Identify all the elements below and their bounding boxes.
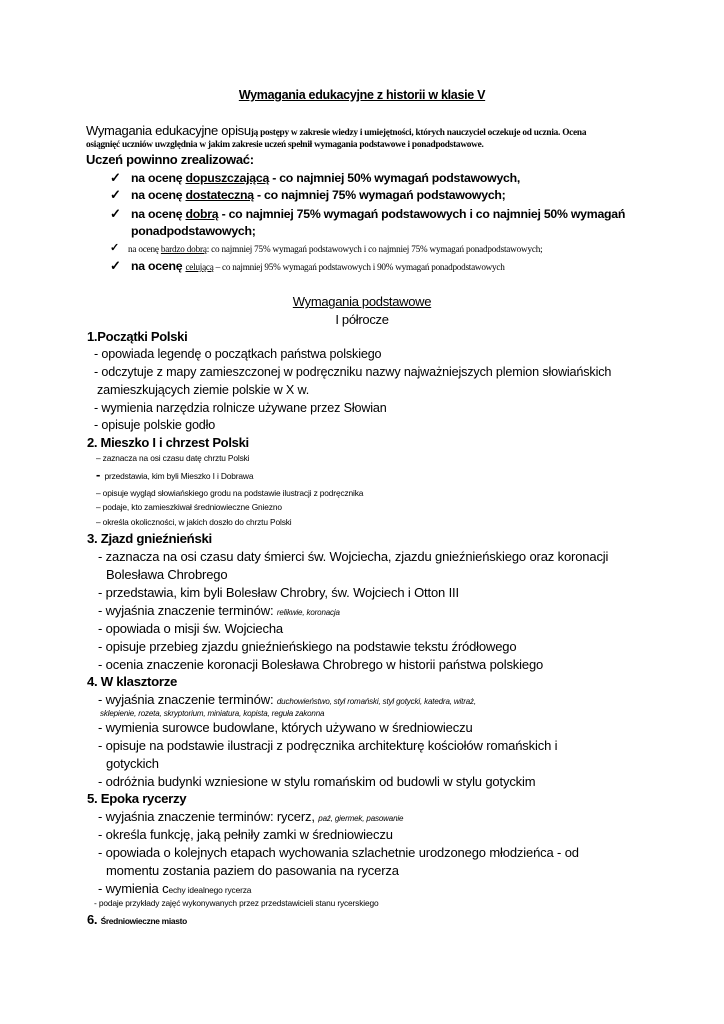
topic-3-item-cont: Bolesława Chrobrego bbox=[106, 567, 228, 582]
topic-4-item: - wymienia surowce budowlane, których używano w średniowieczu bbox=[98, 720, 473, 735]
topic-3-heading: 3. Zjazd gnieźnieński bbox=[87, 531, 212, 546]
intro-line-1 bbox=[86, 122, 586, 140]
document-title: Wymagania edukacyjne z historii w klasie V bbox=[238, 88, 486, 102]
intro-lead: Wymagania edukacyjne opisu bbox=[86, 123, 251, 138]
criterion-4-post: : co najmniej 75% wymagań podstawowych i co najmniej 75% wymagań ponadpodstawowych; bbox=[206, 244, 543, 254]
topic-2-item: – opisuje wygląd słowiańskiego grodu na podstawie ilustracji z podręcznika bbox=[96, 488, 364, 498]
checkmark-icon: ✓ bbox=[110, 258, 121, 273]
criterion-3-pre: na ocenę bbox=[131, 207, 186, 221]
checkmark-icon: ✓ bbox=[110, 187, 121, 202]
topic-4-item-cont: gotyckich bbox=[106, 756, 159, 771]
semester-title: I półrocze bbox=[335, 312, 389, 327]
topic-5-item: - podaje przykłady zajęć wykonywanych przez przedstawicieli stanu rycerskiego bbox=[94, 898, 379, 908]
topic-1-item: - odczytuje z mapy zamieszczonej w podręczniku nazwy najważniejszych plemion słowiańskich bbox=[94, 365, 612, 379]
criterion-5-text bbox=[131, 259, 505, 273]
topic-6-number: 6. bbox=[87, 912, 101, 927]
topic-5-item bbox=[98, 809, 403, 824]
topic-3-item: - opowiada o misji św. Wojciecha bbox=[98, 621, 283, 636]
topic-6-heading bbox=[87, 911, 187, 929]
criterion-3-post: - co najmniej 75% wymagań podstawowych i co najmniej 50% wymagań bbox=[218, 207, 626, 221]
topic-5-item-rest: echy idealnego rycerza bbox=[168, 885, 252, 895]
topic-3-item: - ocenia znaczenie koronacji Bolesława Chrobrego w historii państwa polskiego bbox=[98, 657, 544, 672]
topic-5-heading: 5. Epoka rycerzy bbox=[87, 791, 187, 806]
topic-4-terms: duchowieństwo, styl romański, styl gotycki, katedra, witraż, bbox=[276, 697, 476, 706]
topic-6-title: Średniowieczne miasto bbox=[100, 916, 187, 926]
topic-5-item-lead: - wyjaśnia znaczenie terminów: rycerz, bbox=[98, 809, 319, 824]
topic-5-item bbox=[98, 881, 251, 896]
topic-2-item-text: przedstawia, kim byli Mieszko I i Dobrawa bbox=[104, 471, 254, 481]
topic-5-item: - określa funkcję, jaką pełniły zamki w średniowieczu bbox=[98, 827, 393, 842]
topic-2-item bbox=[96, 466, 253, 484]
criterion-5-grade: celującą bbox=[185, 262, 214, 272]
criterion-4-text bbox=[128, 244, 542, 254]
topic-3-item bbox=[98, 603, 340, 618]
intro-uczen: Uczeń powinno zrealizować: bbox=[86, 152, 254, 167]
topic-2-item: – zaznacza na osi czasu datę chrztu Polski bbox=[96, 453, 250, 463]
topic-3-item: - zaznacza na osi czasu daty śmierci św. Wojciecha, zjazdu gnieźnieńskiego oraz koronacji bbox=[98, 549, 609, 564]
topic-4-item bbox=[98, 692, 476, 707]
topic-3-item: - opisuje przebieg zjazdu gnieźnieńskiego na podstawie tekstu źródłowego bbox=[98, 639, 517, 654]
criterion-1-pre: na ocenę bbox=[131, 171, 186, 185]
topic-1-item: - wymienia narzędzia rolnicze używane przez Słowian bbox=[94, 401, 387, 415]
topic-2-item: – określa okoliczności, w jakich doszło do chrztu Polski bbox=[96, 517, 292, 527]
checkmark-icon: ✓ bbox=[110, 242, 120, 254]
topic-3-item: - przedstawia, kim byli Bolesław Chrobry, św. Wojciech i Otton III bbox=[98, 585, 459, 600]
topic-5-item: - opowiada o kolejnych etapach wychowania szlachetnie urodzonego młodzieńca - od bbox=[98, 845, 579, 860]
criterion-2-grade: dostateczną bbox=[185, 188, 254, 202]
topic-4-heading: 4. W klasztorze bbox=[87, 674, 178, 689]
criterion-1-text bbox=[131, 171, 520, 185]
checkmark-icon: ✓ bbox=[110, 206, 121, 221]
topic-1-heading: 1.Początki Polski bbox=[87, 329, 188, 344]
topic-4-item: - odróżnia budynki wzniesione w stylu romańskim od budowli w stylu gotyckim bbox=[98, 774, 536, 789]
criterion-2-text bbox=[131, 188, 506, 202]
topic-4-terms-cont: sklepienie, rozeta, skryptorium, miniatura, kopista, reguła zakonna bbox=[100, 709, 325, 718]
criterion-4-grade: bardzo dobrą bbox=[160, 244, 207, 254]
intro-line-2: osiągnięć uczniów uwzględnia w jakim zakresie uczeń spełnił wymagania podstawowe i ponadpodstawowe. bbox=[86, 140, 484, 150]
topic-2-heading: 2. Mieszko I i chrzest Polski bbox=[87, 435, 249, 450]
criterion-2-post: - co najmniej 75% wymagań podstawowych; bbox=[253, 188, 506, 202]
criterion-5-pre: na ocenę bbox=[131, 259, 186, 273]
section-title: Wymagania podstawowe bbox=[292, 294, 432, 309]
topic-5-item-cont: momentu zostania paziem do pasowania na rycerza bbox=[106, 863, 399, 878]
criterion-3-text bbox=[131, 207, 625, 221]
topic-2-item: – podaje, kto zamieszkiwał średniowieczne Gniezno bbox=[96, 502, 282, 512]
criterion-2-pre: na ocenę bbox=[131, 188, 186, 202]
criterion-1-post: - co najmniej 50% wymagań podstawowych, bbox=[269, 171, 521, 185]
checkmark-icon: ✓ bbox=[110, 170, 121, 185]
topic-2-dash: - bbox=[96, 467, 101, 482]
criterion-1-grade: dopuszczającą bbox=[185, 171, 270, 185]
intro-rest-1: ją postępy w zakresie wiedzy i umiejętności, których nauczyciel oczekuje od ucznia. Ocena bbox=[250, 128, 587, 138]
topic-1-item: - opowiada legendę o początkach państwa polskiego bbox=[94, 347, 382, 361]
topic-1-item-cont: zamieszkujących ziemie polskie w X w. bbox=[97, 383, 310, 397]
topic-3-item-lead: - wyjaśnia znaczenie terminów: bbox=[98, 603, 277, 618]
criterion-3-cont: ponadpodstawowych; bbox=[131, 224, 256, 238]
topic-4-item-lead: - wyjaśnia znaczenie terminów: bbox=[98, 692, 277, 707]
criterion-3-grade: dobrą bbox=[185, 207, 219, 221]
topic-5-terms: paź, giermek, pasowanie bbox=[318, 814, 404, 823]
criterion-5-post: – co najmniej 95% wymagań podstawowych i 90% wymagań ponadpodstawowych bbox=[213, 262, 505, 272]
criterion-4-pre: na ocenę bbox=[128, 244, 161, 254]
topic-5-item-lead: - wymienia c bbox=[98, 881, 169, 896]
topic-1-item: - opisuje polskie godło bbox=[94, 418, 216, 432]
topic-4-item: - opisuje na podstawie ilustracji z podręcznika architekturę kościołów romańskich i bbox=[98, 738, 558, 753]
topic-3-terms: relikwie, koronacja bbox=[276, 608, 340, 617]
